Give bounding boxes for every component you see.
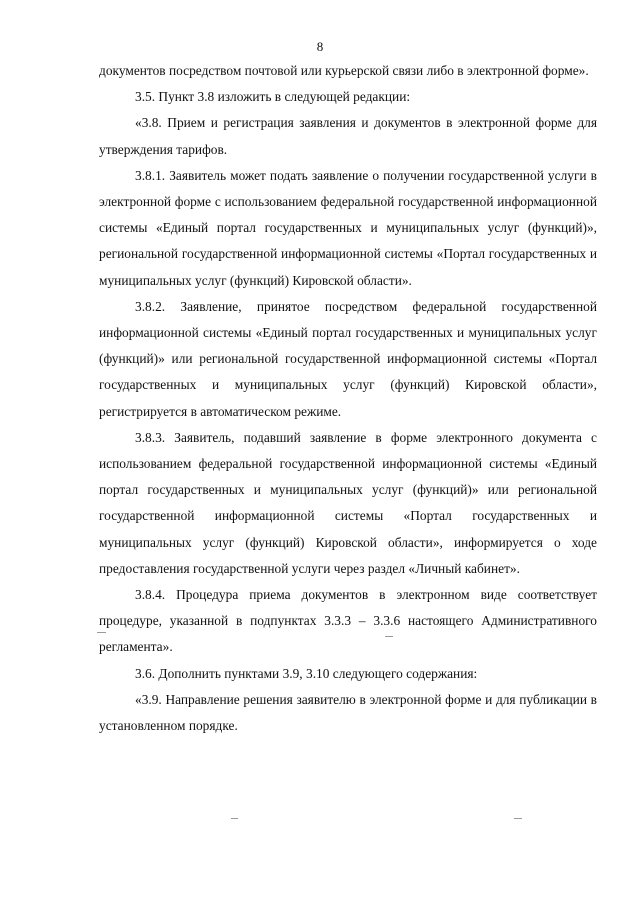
scan-artifact [385, 636, 393, 637]
page-number: 8 [316, 39, 324, 54]
paragraph-3-8-2: 3.8.2. Заявление, принятое посредством федеральной государственной информационной системы «Единый портал государственных и муниципальных услуг (функций)» или региональной государственной информационной системы «Портал государственных и муниципальных услуг (функций) Кировской области», регистрируется в автоматическом режиме. [99, 298, 597, 419]
scan-artifact [97, 632, 106, 633]
paragraph-continuation: документов посредством почтовой или курьерской связи либо в электронной форме». [99, 63, 589, 78]
paragraph-3-8-3: 3.8.3. Заявитель, подавший заявление в форме электронного документа с использованием федеральной государственной информационной системы «Единый портал государственных и муниципальных услуг (функций)» или региональной государственной информационной системы «Портал государственных и муниципальных услуг (функций) Кировской области», информируется о ходе предоставления государственной услуги через раздел «Личный кабинет». [99, 429, 597, 576]
paragraph-3-8: «3.8. Прием и регистрация заявления и документов в электронной форме для утверждения тарифов. [99, 115, 597, 157]
paragraph-3-8-1: 3.8.1. Заявитель может подать заявление о получении государственной услуги в электронной форме с использованием федеральной государственной информационной системы «Единый портал государственных и муниципальных услуг (функций)», региональной государственной информационной системы «Портал государственных и муниципальных услуг (функций) Кировской области». [99, 167, 597, 288]
scan-artifact [514, 818, 522, 819]
paragraph-3-6: 3.6. Дополнить пунктами 3.9, 3.10 следующего содержания: [135, 665, 478, 681]
paragraph-3-9: «3.9. Направление решения заявителю в электронной форме и для публикации в установленном порядке. [99, 691, 597, 734]
paragraph-3-8-4: 3.8.4. Процедура приема документов в электронном виде соответствует процедуре, указанной в подпунктах 3.3.3 – 3.3.6 настоящего Административного регламента». [99, 587, 597, 655]
scan-artifact [231, 818, 238, 819]
paragraph-3-5: 3.5. Пункт 3.8 изложить в следующей редакции: [135, 89, 411, 105]
document-body [99, 58, 597, 739]
